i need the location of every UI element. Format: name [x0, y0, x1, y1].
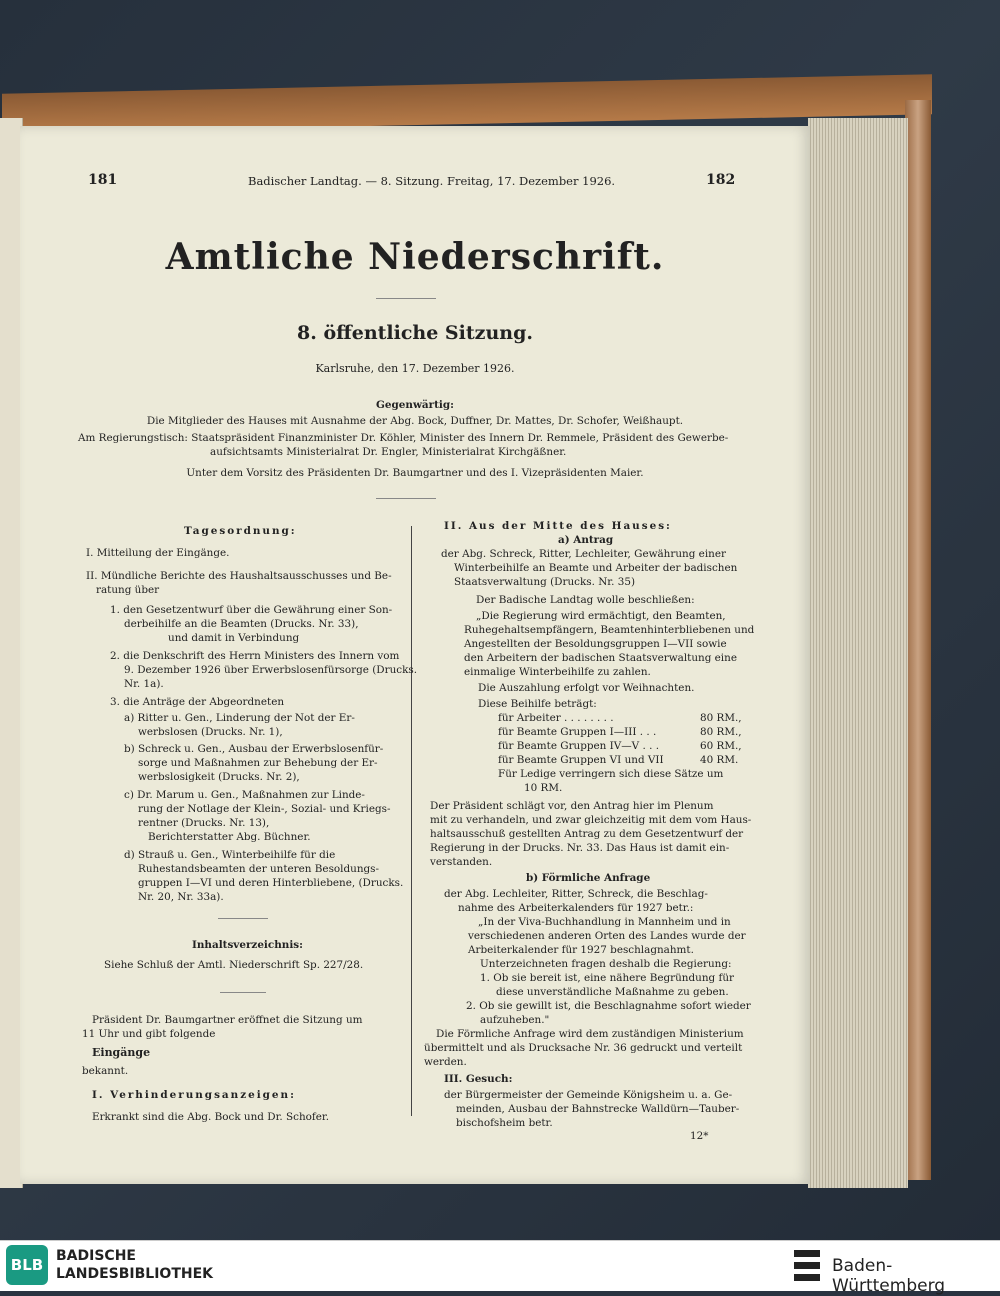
- agenda-line: 9. Dezember 1926 über Erwerbslosenfürsorge (Drucks.: [124, 664, 418, 676]
- right-line: diese unverständliche Maßnahme zu geben.: [496, 986, 729, 998]
- rate-amount: 60 RM.,: [700, 740, 742, 752]
- right-line: Der Badische Landtag wolle beschließen:: [476, 594, 695, 606]
- page-stack-edge: [808, 118, 908, 1188]
- right-line: Staatsverwaltung (Drucks. Nr. 35): [454, 576, 635, 588]
- anfrage-heading: b) Förmliche Anfrage: [526, 872, 651, 884]
- running-header: Badischer Landtag. — 8. Sitzung. Freitag, 17. Dezember 1926.: [248, 174, 616, 188]
- place-date: Karlsruhe, den 17. Dezember 1926.: [315, 362, 515, 375]
- right-line: einmalige Winterbeihilfe zu zahlen.: [464, 666, 651, 678]
- right-line: Die Auszahlung erfolgt vor Weihnachten.: [478, 682, 695, 694]
- right-line: bischofsheim betr.: [456, 1117, 553, 1129]
- right-line: Diese Beihilfe beträgt:: [478, 698, 597, 710]
- absent-text: Erkrankt sind die Abg. Bock und Dr. Schofer.: [92, 1111, 330, 1123]
- bw-lions-icon: [792, 1247, 822, 1285]
- opening-line2: 11 Uhr und gibt folgende: [82, 1028, 216, 1040]
- rate-label: für Beamte Gruppen IV—V . . .: [498, 740, 659, 752]
- right-line: Angestellten der Besoldungsgruppen I—VII sowie: [464, 638, 727, 650]
- rate-label: für Beamte Gruppen VI und VII: [498, 754, 664, 766]
- right-line: haltsausschuß gestellten Antrag zu dem Gesetzentwurf der: [430, 828, 744, 840]
- agenda-line: Nr. 1a).: [124, 678, 164, 690]
- right-line: mit zu verhandeln, und zwar gleichzeitig mit dem vom Haus-: [430, 814, 752, 826]
- title-divider: [376, 298, 436, 299]
- right-line: Der Präsident schlägt vor, den Antrag hier im Plenum: [430, 800, 714, 812]
- agenda-line: derbeihilfe an die Beamten (Drucks. Nr. 33),: [124, 618, 359, 630]
- opening-line1: Präsident Dr. Baumgartner eröffnet die Sitzung um: [92, 1014, 363, 1026]
- right-line: der Abg. Schreck, Ritter, Lechleiter, Gewährung einer: [441, 548, 726, 560]
- present-chair: Unter dem Vorsitz des Präsidenten Dr. Baumgartner und des I. Vizepräsidenten Maier.: [186, 467, 644, 479]
- antrag-heading: a) Antrag: [558, 534, 614, 546]
- eingaenge-heading: Eingänge: [92, 1046, 151, 1059]
- agenda-line: rentner (Drucks. Nr. 13),: [138, 817, 270, 829]
- right-line: Arbeiterkalender für 1927 beschlagnahmt.: [468, 944, 694, 956]
- right-line: 2. Ob sie gewillt ist, die Beschlagnahme sofort wieder: [466, 1000, 751, 1012]
- right-line: der Bürgermeister der Gemeinde Königsheim u. a. Ge-: [444, 1089, 733, 1101]
- agenda-line: 3. die Anträge der Abgeordneten: [110, 696, 285, 708]
- right-line: Unterzeichneten fragen deshalb die Regierung:: [480, 958, 732, 970]
- index-text: Siehe Schluß der Amtl. Niederschrift Sp. 227/28.: [104, 959, 364, 971]
- agenda-line: II. Mündliche Berichte des Haushaltsausschusses und Be-: [86, 570, 392, 582]
- agenda-line: werbslosen (Drucks. Nr. 1),: [138, 726, 283, 738]
- page-title: Amtliche Niederschrift.: [165, 236, 665, 278]
- agenda-line: 1. den Gesetzentwurf über die Gewährung einer Son-: [110, 604, 393, 616]
- session-subtitle: 8. öffentliche Sitzung.: [297, 322, 533, 344]
- agenda-line: 2. die Denkschrift des Herrn Ministers des Innern vom: [110, 650, 400, 662]
- present-heading: Gegenwärtig:: [376, 399, 454, 411]
- blb-logo[interactable]: BLB: [6, 1245, 48, 1285]
- agenda-line: werbslosigkeit (Drucks. Nr. 2),: [138, 771, 300, 783]
- agenda-line: gruppen I—VI und deren Hinterbliebene, (Drucks.: [138, 877, 404, 889]
- agenda-line: Ruhestandsbeamten der unteren Besoldungs-: [138, 863, 380, 875]
- right-line: übermittelt und als Drucksache Nr. 36 gedruckt und verteilt: [424, 1042, 743, 1054]
- rate-label: für Beamte Gruppen I—III . . .: [498, 726, 657, 738]
- rate-amount: 80 RM.,: [700, 726, 742, 738]
- right-line: der Abg. Lechleiter, Ritter, Schreck, die Beschlag-: [444, 888, 708, 900]
- right-line: werden.: [424, 1056, 467, 1068]
- agenda-line: b) Schreck u. Gen., Ausbau der Erwerbslosenfür-: [124, 743, 384, 755]
- agenda-line: a) Ritter u. Gen., Linderung der Not der Er-: [124, 712, 355, 724]
- page-number-left: 181: [88, 172, 118, 188]
- blb-wordmark[interactable]: [56, 1247, 213, 1283]
- book-cover-edge: [905, 100, 931, 1180]
- blb-line2: LANDESBIBLIOTHEK: [56, 1266, 214, 1282]
- agenda-line: d) Strauß u. Gen., Winterbeihilfe für die: [124, 849, 336, 861]
- right-line: „Die Regierung wird ermächtigt, den Beamten,: [476, 610, 726, 622]
- rate-note: 10 RM.: [524, 782, 563, 794]
- right-line: Winterbeihilfe an Beamte und Arbeiter der badischen: [454, 562, 738, 574]
- right-line: verstanden.: [430, 856, 493, 868]
- signature-mark: 12*: [690, 1130, 709, 1142]
- blb-line1: BADISCHE: [56, 1248, 136, 1264]
- agenda-line: sorge und Maßnahmen zur Behebung der Er-: [138, 757, 378, 769]
- agenda-line: I. Mitteilung der Eingänge.: [86, 547, 230, 559]
- rate-label: für Arbeiter . . . . . . . .: [498, 712, 614, 724]
- document-page: [20, 126, 810, 1184]
- section-divider: [376, 498, 436, 499]
- rate-note: Für Ledige verringern sich diese Sätze um: [498, 768, 724, 780]
- column-divider: [411, 526, 412, 1116]
- index-divider: [220, 992, 266, 993]
- page-number-right: 182: [706, 172, 736, 188]
- agenda-line: Berichterstatter Abg. Büchner.: [148, 831, 311, 843]
- rate-amount: 80 RM.,: [700, 712, 742, 724]
- present-members: Die Mitglieder des Hauses mit Ausnahme der Abg. Bock, Duffner, Dr. Mattes, Dr. Schofer, Weißhaupt.: [146, 415, 684, 427]
- agenda-line: rung der Notlage der Klein-, Sozial- und Kriegs-: [138, 803, 391, 815]
- bekannt-text: bekannt.: [82, 1065, 129, 1077]
- gesuch-heading: III. Gesuch:: [444, 1073, 513, 1085]
- agenda-line: ratung über: [96, 584, 160, 596]
- absent-heading: I. Verhinderungsanzeigen:: [92, 1089, 296, 1101]
- present-gov-line2: aufsichtsamts Ministerialrat Dr. Engler, Ministerialrat Kirchgäßner.: [210, 446, 567, 458]
- rate-amount: 40 RM.: [700, 754, 739, 766]
- right-line: „In der Viva-Buchhandlung in Mannheim und in: [478, 916, 731, 928]
- bw-wordmark[interactable]: Baden-Württemberg: [832, 1256, 946, 1296]
- right-line: Regierung in der Drucks. Nr. 33. Das Haus ist damit ein-: [430, 842, 730, 854]
- agenda-line: und damit in Verbindung: [168, 632, 300, 644]
- present-gov-line1: Am Regierungstisch: Staatspräsident Finanzminister Dr. Köhler, Minister des Innern Dr. Remmele, Präsident des Gewerbe-: [78, 432, 729, 444]
- index-heading: Inhaltsverzeichnis:: [192, 939, 303, 951]
- right-line: nahme des Arbeiterkalenders für 1927 betr.:: [458, 902, 694, 914]
- agenda-divider: [218, 918, 268, 919]
- agenda-line: Nr. 20, Nr. 33a).: [138, 891, 224, 903]
- right-heading: II. Aus der Mitte des Hauses:: [444, 520, 672, 532]
- agenda-line: c) Dr. Marum u. Gen., Maßnahmen zur Linde-: [124, 789, 365, 801]
- right-line: Die Förmliche Anfrage wird dem zuständigen Ministerium: [436, 1028, 744, 1040]
- right-line: meinden, Ausbau der Bahnstrecke Walldürn—Tauber-: [456, 1103, 740, 1115]
- right-line: den Arbeitern der badischen Staatsverwaltung eine: [464, 652, 737, 664]
- agenda-heading: Tagesordnung:: [184, 525, 297, 537]
- right-line: aufzuheben.": [480, 1014, 550, 1026]
- right-line: Ruhegehaltsempfängern, Beamtenhinterbliebenen und: [464, 624, 755, 636]
- right-line: verschiedenen anderen Orten des Landes wurde der: [468, 930, 746, 942]
- right-line: 1. Ob sie bereit ist, eine nähere Begründung für: [480, 972, 734, 984]
